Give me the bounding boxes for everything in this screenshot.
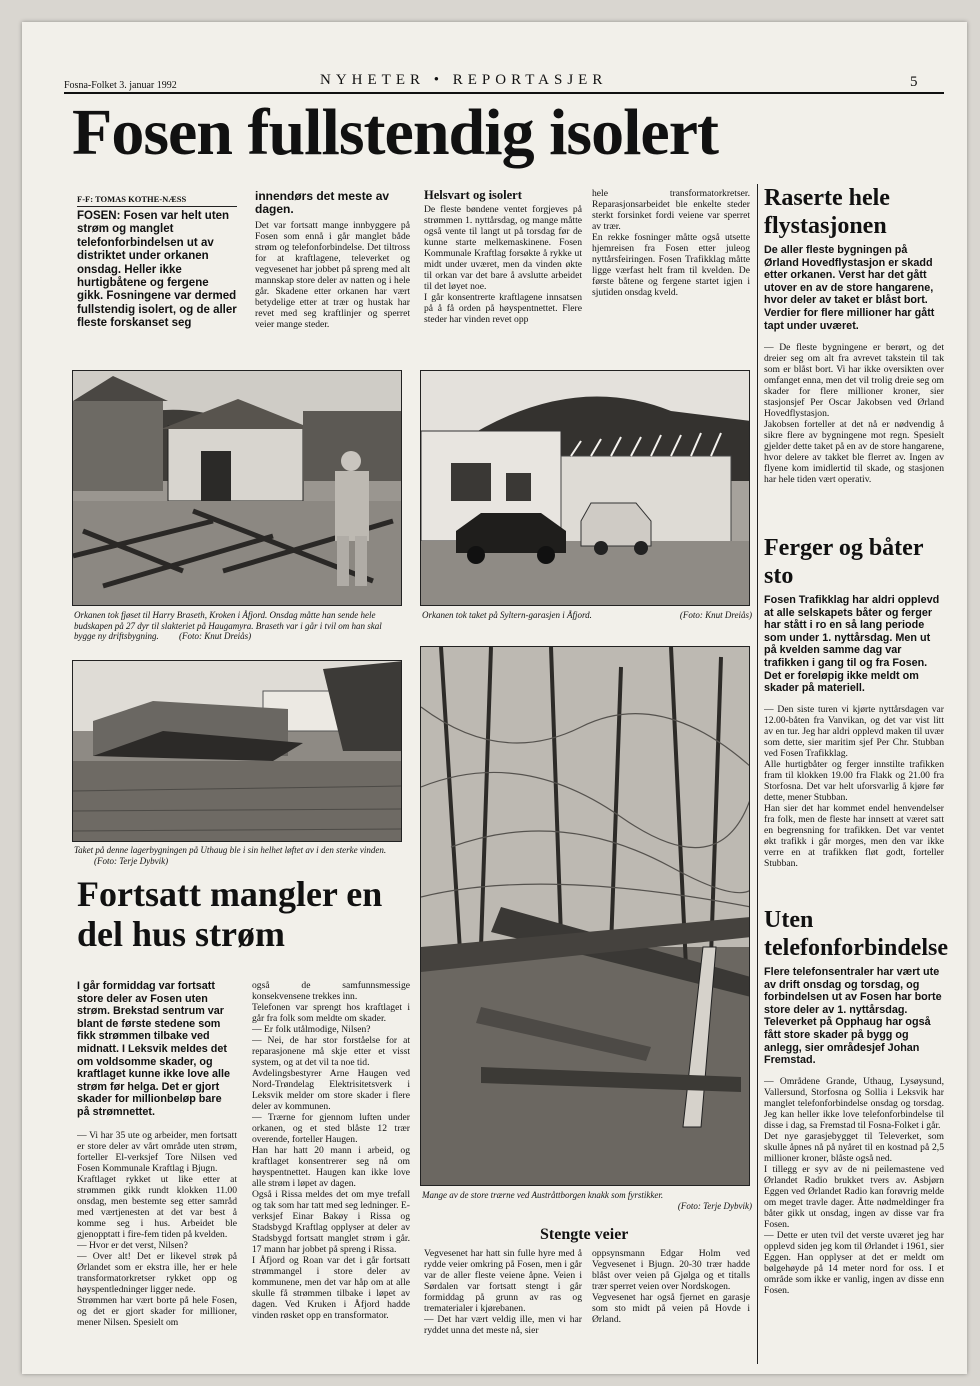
col2-text: Det var fortsatt mange innbyggere på Fosen som ennå i går manglet både strøm og telefonforbindelse. Det tiltross for at kraftlagene, televerket og vegvesenet har jobbet på spreng med alt mannskap store deler av natten og i hele går. Skadene etter orkanen har vært betydelige etter at trær og hustak har revet med seg kraftlinjer og sperret veier mange steder. xyxy=(255,220,410,330)
story-strom-text-2: også de samfunnsmessige konsekvensene trekkes inn. Telefonen var sprengt hos kraftlaget i går fra folk som meldte om skader. — Er folk utålmodige, Nilsen? — Nei, de har stor forståelse for at reparasjonene må skje etter et visst system, og at det vil ta noe tid. Avdelingsbestyrer Arne Haugen ved Nord-Trøndelag Elektrisitetsverk i Leksvik melder om store skader i flere deler av kommunen. — Trærne for gjennom luften under orkanen, og et sted blåste 12 trær overende, forteller Haugen. Han har hatt 20 mann i arbeid, og kraftlaget konsentrerer seg nå om høyspentnettet. Haugen kan ikke love alle strøm i løpet av dagen. Også i Rissa meldes det om mye trefall og tak som har tatt med seg ledninger. E-verksjef Einar Bakøy i Rissa og Stadsbygd Kraftlag opplyser at deler av Stadsbygd fortsatt manglet strøm i går. 17 mann har jobbet på spreng i Rissa. I Åfjord og Roan var det i går fortsatt strømmangel i store deler av kommunene, men det var håp om at alle skulle få strømmen tilbake i løpet av dagen. Ved Kruken i Åfjord hadde vinden røsket opp en transformator. xyxy=(252,980,410,1321)
publication-date: Fosna-Folket 3. januar 1992 xyxy=(64,80,177,91)
newspaper-page xyxy=(22,22,967,1374)
header-rule xyxy=(64,92,944,94)
col4-text: hele transformatorkretser. Reparasjonsarbeidet ble enkelte steder sterkt forsinket fordi veiene var sperret av trær. En rekke fosninger måtte også utsette hjemreisen fra Fosen etter juleog nyttårsfeiringen. Fosen Trafikklag måtte ligge værfast helt fram til kvelden. De første båtene og fergene startet igjen i sjutiden onsdag kveld. xyxy=(592,188,750,298)
byline: F-F: TOMAS KOTHE-NÆSS xyxy=(77,194,187,204)
col2-lead: innendørs det meste av dagen. xyxy=(255,190,390,217)
story-veier-headline: Stengte veier xyxy=(540,1226,629,1243)
photo-barn xyxy=(72,370,402,606)
byline-rule xyxy=(77,206,237,207)
story-ferger-lead: Fosen Trafikklag har aldri opplevd at alle selskapets båter og ferger har stått i ro en så lang periode som under 1. nyttårsdag. Men ut på kvelden samme dag var trafikken i gang til og fra Fosen. Det er foreløpig ikke meldt om skader på materiell. xyxy=(764,594,940,695)
story-strom-headline: Fortsatt mangler en del hus strøm xyxy=(77,874,383,954)
story-ferger-text: — Den siste turen vi kjørte nyttårsdagen var 12.00-båten fra Vanvikan, og det var vist litt av en tur. Jeg har aldri opplevd maken til uvær som dette, sier maritim sjef Per Chr. Stubban ved Fosen Trafikklag. Alle hurtigbåter og ferger innstilte trafikken fram til klokken 19.00 fra Flakk og 21.00 fra Storfosna. Det var helt uforsvarlig å kjøre før dette, mener Stubban. Han sier det har kommet endel henvendelser fra folk, men de fleste har innsett at været satt en begrensning for trafikken. Det var ventet økt trafikk i går morges, men den var ikke verre en at trafikken fløt godt, forteller Stubban. xyxy=(764,704,944,869)
caption-garage xyxy=(422,610,752,621)
story-ferger-headline: Ferger og båter sto xyxy=(764,535,924,589)
photo-barn-image xyxy=(73,371,402,606)
col3-text: De fleste bøndene ventet forgjeves på strømmen 1. nyttårsdag, og mange måtte også vente til langt ut på torsdag før de kunne starte melkemaskinene. Fosen Kommunale Kraftlag forsøkte å rykke ut midt under uværet, men da vinden økte til orkan var det bare å avslutte arbeidet til det løyet noe. I går konsentrerte kraftlagene innsatsen på å få orden på høyspentnettet. Flere steder har vinden revet opp xyxy=(424,204,582,325)
caption-trees-credit: (Foto: Terje Dybvik) xyxy=(677,1200,752,1211)
photo-fallen-trees xyxy=(420,646,750,1186)
col3-subhead: Helsvart og isolert xyxy=(424,188,522,202)
section-title: NYHETER • REPORTASJER xyxy=(320,72,608,88)
story-flystasjon-text: — De fleste bygningene er berørt, og det dreier seg om alt fra avrevet takstein til tak som er blåst bort. Vi har ikke oversikten over omfanget enna, men det vil trolig dreie seg om skader for flere millioner kroner, sier stasjonsjef Per Oscar Jakobsen ved Ørland Hovedflystasjon. Jakobsen forteller at det nå er nødvendig å sikre flere av bygningene mot regn. Spesielt gjelder dette taket på en av de store hangarene, hvor delere av takket ble flerret av. Ingen av flyene kom imidlertid til skade, og stasjonen har hele tiden vært operativ. xyxy=(764,342,944,485)
caption-warehouse xyxy=(74,845,404,866)
caption-barn xyxy=(74,610,404,642)
right-column-rule xyxy=(757,184,758,1364)
story-telefon-headline: Uten telefonforbindelse xyxy=(764,907,948,961)
photo-garage-image xyxy=(421,371,750,606)
main-lead: FOSEN: Fosen var helt uten strøm og manglet telefonforbindelsen ut av distriktet under orkanen onsdag. Heller ikke hurtigbåtene og fergene gikk. Fosningene var dermed fullstendig isolert, og de aller fleste forskanset seg xyxy=(77,210,237,330)
caption-barn-text: Orkanen tok fjøset til Harry Braseth, Kroken i Åfjord. Onsdag måtte han sende hele budskapen på 27 dyr til slakteriet på Haugamyra. Braseth var i går i tvil om han skal bygge ny driftsbygning. xyxy=(74,610,382,641)
photo-warehouse-image xyxy=(73,661,402,842)
story-telefon-lead: Flere telefonsentraler har vært ute av drift onsdag og torsdag, og forbindelsen ut av Fosen har borte store deler av 1. nyttårsdag. Televerket på Opphaug har også fått store skader på bygg og anlegg, sier områdesjef Johan Fremstad. xyxy=(764,966,942,1067)
caption-garage-text: Orkanen tok taket på Syltern-garasjen i Åfjord. xyxy=(422,610,592,620)
story-veier-text-1: Vegvesenet har hatt sin fulle hyre med å rydde veier omkring på Fosen, men i går var de aller fleste veiene åpne. Veien i Sørdalen var fortsatt stengt i går formiddag på grunn av ras og trematerialer i kjørebanen. — Det har vært veldig ille, men vi har ryddet unna det meste nå, sier xyxy=(424,1248,582,1336)
photo-garage xyxy=(420,370,750,606)
story-flystasjon-headline: Raserte hele flystasjonen xyxy=(764,185,890,239)
story-veier-text-2: oppsynsmann Edgar Holm ved Vegvesenet i Bjugn. 20-30 trær hadde blåst over veien på Gjølga og et titalls trær sperret veien over Nordskogen. Vegvesenet har også fjernet en garasje som sto midt på veien på Hovde i Ørland. xyxy=(592,1248,750,1325)
caption-trees xyxy=(422,1190,752,1211)
photo-fallen-trees-image xyxy=(421,647,750,1186)
story-flystasjon-lead: De aller fleste bygningen på Ørland Hovedflystasjon er skadd etter orkanen. Verst har det gått utover en av de store hangarene, hvor deler av taket er blåst bort. Verdier for flere millioner har gått tapt under uværet. xyxy=(764,244,935,332)
caption-warehouse-credit: (Foto: Terje Dybvik) xyxy=(94,855,169,866)
page-number: 5 xyxy=(910,74,918,90)
main-headline: Fosen fullstendig isolert xyxy=(72,96,718,169)
story-strom-lead: I går formiddag var fortsatt store deler av Fosen uten strøm. Brekstad sentrum var blant de første stedene som fikk strømmen tilbake ved midnatt. I Leksvik meldes det om voldsomme skader, og kraftlaget kunne ikke love alle strøm før helga. Det er gjort skader for millionbeløp bare på strømnettet. xyxy=(77,980,231,1118)
story-strom-text-1: — Vi har 35 ute og arbeider, men fortsatt er store deler av vårt område uten strøm, forteller El-verksjef Tore Nilsen ved Fosen Kommunale Kraftlag i Bjugn. Kraftlaget rykket ut like etter at strømmen gikk rundt klokken 11.00 onsdag, men bestemte seg etter samråd med værtjenesten at det var best å komme seg i hus. Arbeidet ble gjenopptatt i fire-fem tiden på kvelden. — Hvor er det verst, Nilsen? — Over alt! Det er likevel strøk på Ørlandet som er ekstra ille, her er hele transformatorkretser rykket opp og høyspentledninger ligger nede. Strømmen har vært borte på hele Fosen, og det er gjort skader for millioner, mener Nilsen. Spesielt om xyxy=(77,1130,237,1328)
caption-trees-text: Mange av de store trærne ved Austråttborgen knakk som fyrstikker. xyxy=(422,1190,664,1200)
story-telefon-text: — Områdene Grande, Uthaug, Lysøysund, Vallersund, Storfosna og Sollia i Leksvik har manglet telefonforbindelse onsdag og torsdag. Jeg kan heller ikke love telefonforbindelse til disse i dag, sa Fremstad til Fosna-Folket i går. Det nye garasjebygget til Televerket, som skulle åpnes nå på nyåret til en kostnad på 2,5 millioner kroner, blåste også ned. I tillegg er syv av de ni peilemastene ved Ørlandet Radio brukket tvers av. Asbjørn Eggen ved Ørlandet Radio kan forøvrig melde om meget travle dager. Åtte nødmeldinger fra båter gikk ut onsdag, ingen av disse var fra Fosen. — Dette er uten tvil det verste uværet jeg har opplevd siden jeg kom til Ørlandet i 1961, sier Eggen. Han opplyser at det er meldt om bølgehøyde på 14 meter nord for oss. I et område som ikke er vanlig, ingen av disse enn Fosen. xyxy=(764,1076,944,1296)
caption-garage-credit: (Foto: Knut Dreiås) xyxy=(679,610,752,620)
photo-warehouse xyxy=(72,660,402,842)
caption-warehouse-text: Taket på denne lagerbygningen på Uthaug ble i sin helhet løftet av i den sterke vinden. xyxy=(74,845,387,855)
caption-barn-credit: (Foto: Knut Dreiås) xyxy=(179,631,252,641)
